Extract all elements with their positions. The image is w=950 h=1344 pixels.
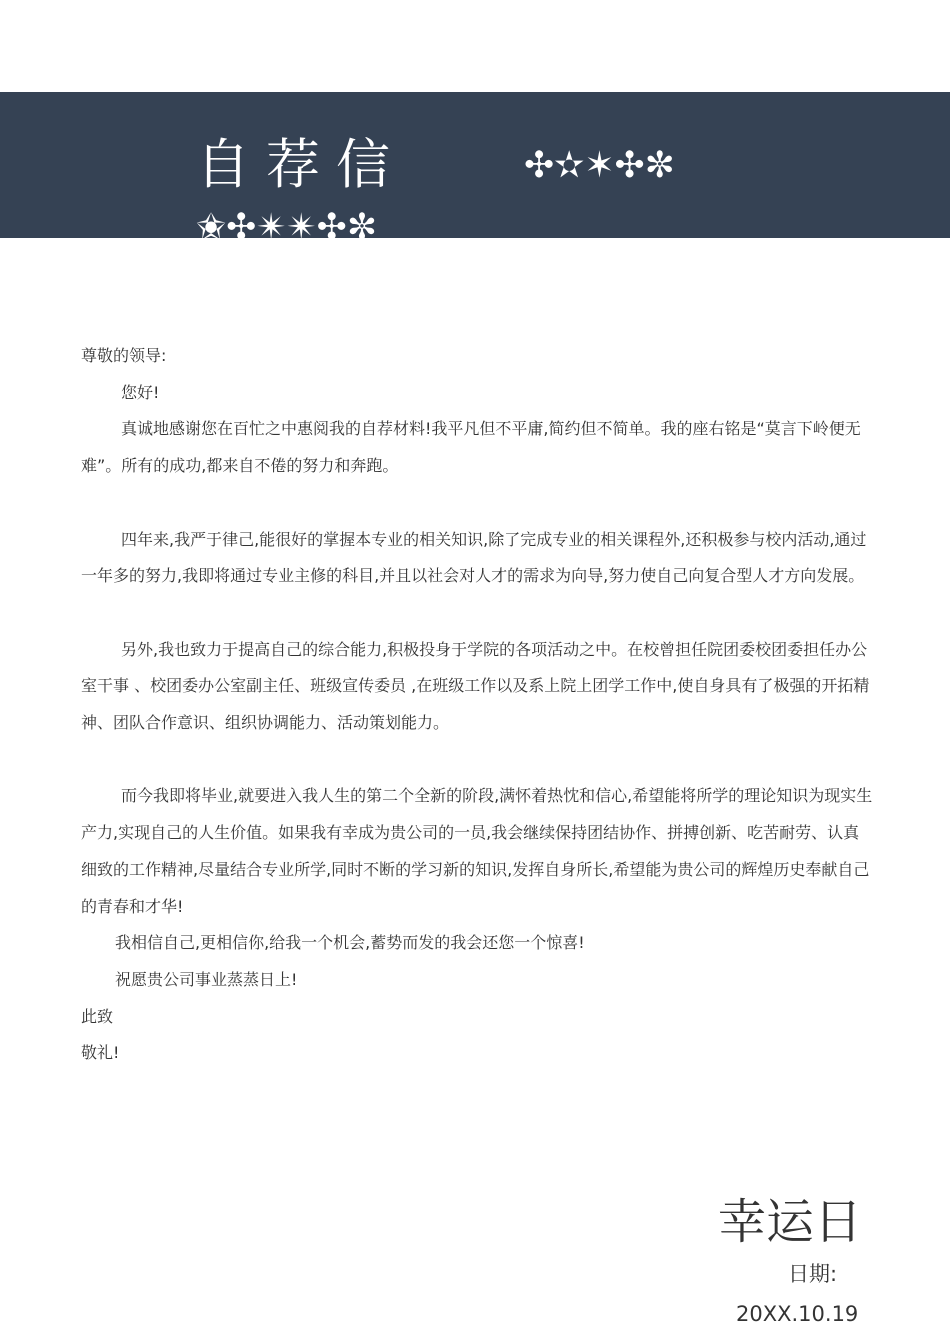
header-banner: [0, 92, 950, 238]
paragraph: 而今我即将毕业,就要进入我人生的第二个全新的阶段,满怀着热忱和信心,希望能将所学的理论知识为现实生产力,实现自己的人生价值。如果我有幸成为贵公司的一员,我会继续保持团结协作、拼搏创新、吃苦耐劳、认真细致的工作精神,尽量结合专业所学,同时不断的学习新的知识,发挥自身所长,希望能为贵公司的辉煌历史奉献自己的青春和才华!: [81, 786, 873, 916]
page-title: 自荐信: [196, 133, 406, 196]
closing-line: 此致: [81, 1006, 114, 1026]
date-value: 20XX.10.19: [736, 1302, 859, 1326]
decorative-ornament: ✬✣✴✴✣✼: [196, 207, 377, 248]
signature-name: 幸运日: [718, 1194, 863, 1250]
paragraph: 另外,我也致力于提高自己的综合能力,积极投身于学院的各项活动之中。在校曾担任院团委校团委担任办公室干事 、校团委办公室副主任、班级宣传委员 ,在班级工作以及系上院上团学工作中,使自身具有了极强的开拓精神、团队合作意识、组织协调能力、活动策划能力。: [81, 639, 870, 732]
closing-line: 敬礼!: [81, 1043, 120, 1063]
greeting: 您好!: [121, 382, 160, 402]
salutation: 尊敬的领导:: [81, 346, 167, 365]
date-label: 日期:: [788, 1262, 838, 1286]
decorative-ornament: ✣✫✶✣✼: [524, 145, 675, 186]
confidence-line: 我相信自己,更相信你,给我一个机会,蓄势而发的我会还您一个惊喜!: [115, 933, 585, 953]
paragraph: 四年来,我严于律己,能很好的掌握本专业的相关知识,除了完成专业的相关课程外,还积极参与校内活动,通过一年多的努力,我即将通过专业主修的科目,并且以社会对人才的需求为向导,努力使自己向复合型人才方向发展。: [81, 529, 867, 586]
letter-body: [81, 338, 873, 1072]
wish-line: 祝愿贵公司事业蒸蒸日上!: [115, 969, 298, 989]
paragraph: 真诚地感谢您在百忙之中惠阅我的自荐材料!我平凡但不平庸,简约但不简单。我的座右铭是“莫言下岭便无难”。所有的成功,都来自不倦的努力和奔跑。: [81, 419, 861, 476]
